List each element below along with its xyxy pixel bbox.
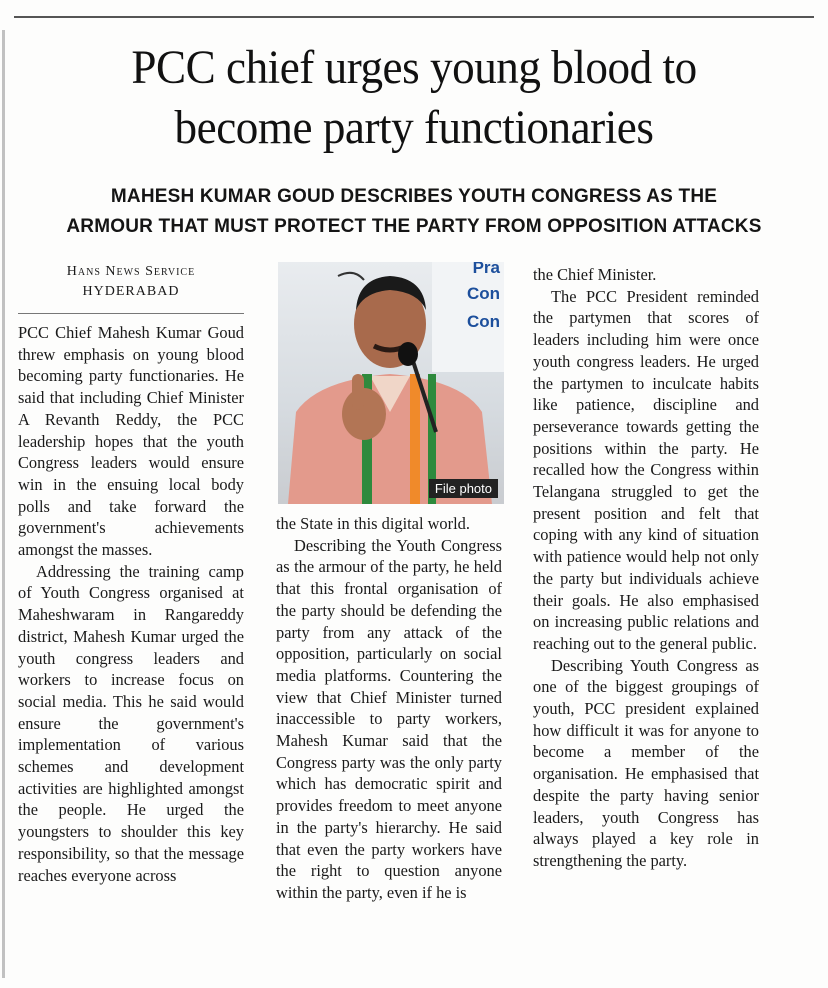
banner-text: Pra: [472, 262, 500, 277]
article-column-2: [276, 513, 502, 904]
byline: [18, 262, 244, 302]
top-rule: [14, 16, 814, 18]
byline-city: HYDERABAD: [82, 284, 180, 299]
byline-divider: [18, 307, 244, 314]
byline-agency: Hans News Service: [66, 264, 196, 279]
headline-line-2: become party functionaries: [174, 101, 654, 154]
headline: [36, 38, 792, 158]
page-fold-edge: [2, 30, 5, 978]
photo-caption: File photo: [429, 479, 498, 498]
banner-text: Con: [466, 312, 500, 331]
deck-line-2: ARMOUR THAT MUST PROTECT THE PARTY FROM OPPOSITION ATTACKS: [66, 216, 762, 237]
paragraph: PCC Chief Mahesh Kumar Goud threw emphasis on young blood becoming party functionaries. He said that including Chief Minister A Revanth Reddy, the PCC leadership hopes that the youth Congress leaders would ensure win in the ensuing local body polls and take forward the government's achievements amongst the masses.: [18, 323, 244, 560]
speaker-illustration: [278, 262, 504, 504]
paragraph: Addressing the training camp of Youth Congress organised at Maheshwaram in Rangareddy district, Mahesh Kumar urged the youth congress leaders and workers to increase focus on social media. This he said would ensure the government's implementation of various schemes and development activities are highlighted amongst the people. He urged the youngsters to shoulder this key responsibility, so that the message reaches everyone across: [18, 561, 244, 885]
paragraph: the State in this digital world.: [276, 514, 470, 533]
paragraph: the Chief Minister.: [533, 265, 657, 284]
deck-line-1: MAHESH KUMAR GOUD DESCRIBES YOUTH CONGRESS AS THE: [110, 186, 718, 207]
deck-subheadline: [12, 182, 816, 242]
article-column-1: [18, 262, 244, 886]
file-photo: [278, 262, 504, 504]
article-column-3: [533, 264, 759, 872]
paragraph: The PCC President reminded the partymen that scores of leaders including him were once youth congress leaders. He urged the partymen to inculcate habits like patience, discipline and perseverance towards getting the positions within the party. He recalled how the Congress within Telangana struggled to get the present position and felt that coping with any kind of situation with patience would help not only the party but individuals achieve their goals. He also emphasised on increasing public relations and reaching out to the general public.: [533, 286, 759, 653]
paragraph: Describing the Youth Congress as the armour of the party, he held that this frontal organisation of the party should be defending the party from any attack of the opposition, particularly on social media platforms. Countering the view that Chief Minister turned inaccessible to party workers, Mahesh Kumar said that the Congress party was the only party which has democratic spirit and provides freedom to meet anyone in the party's hierarchy. He said that even the party workers have the right to question anyone within the party, even if he is: [276, 535, 502, 902]
banner-text: Con: [466, 284, 500, 303]
headline-line-1: PCC chief urges young blood to: [131, 41, 697, 94]
paragraph: Describing Youth Congress as one of the biggest groupings of youth, PCC president explained how difficult it was for anyone to become a member of the organisation. He emphasised that despite the party having senior leaders, youth Congress has always played a key role in strengthening the party.: [533, 655, 759, 870]
